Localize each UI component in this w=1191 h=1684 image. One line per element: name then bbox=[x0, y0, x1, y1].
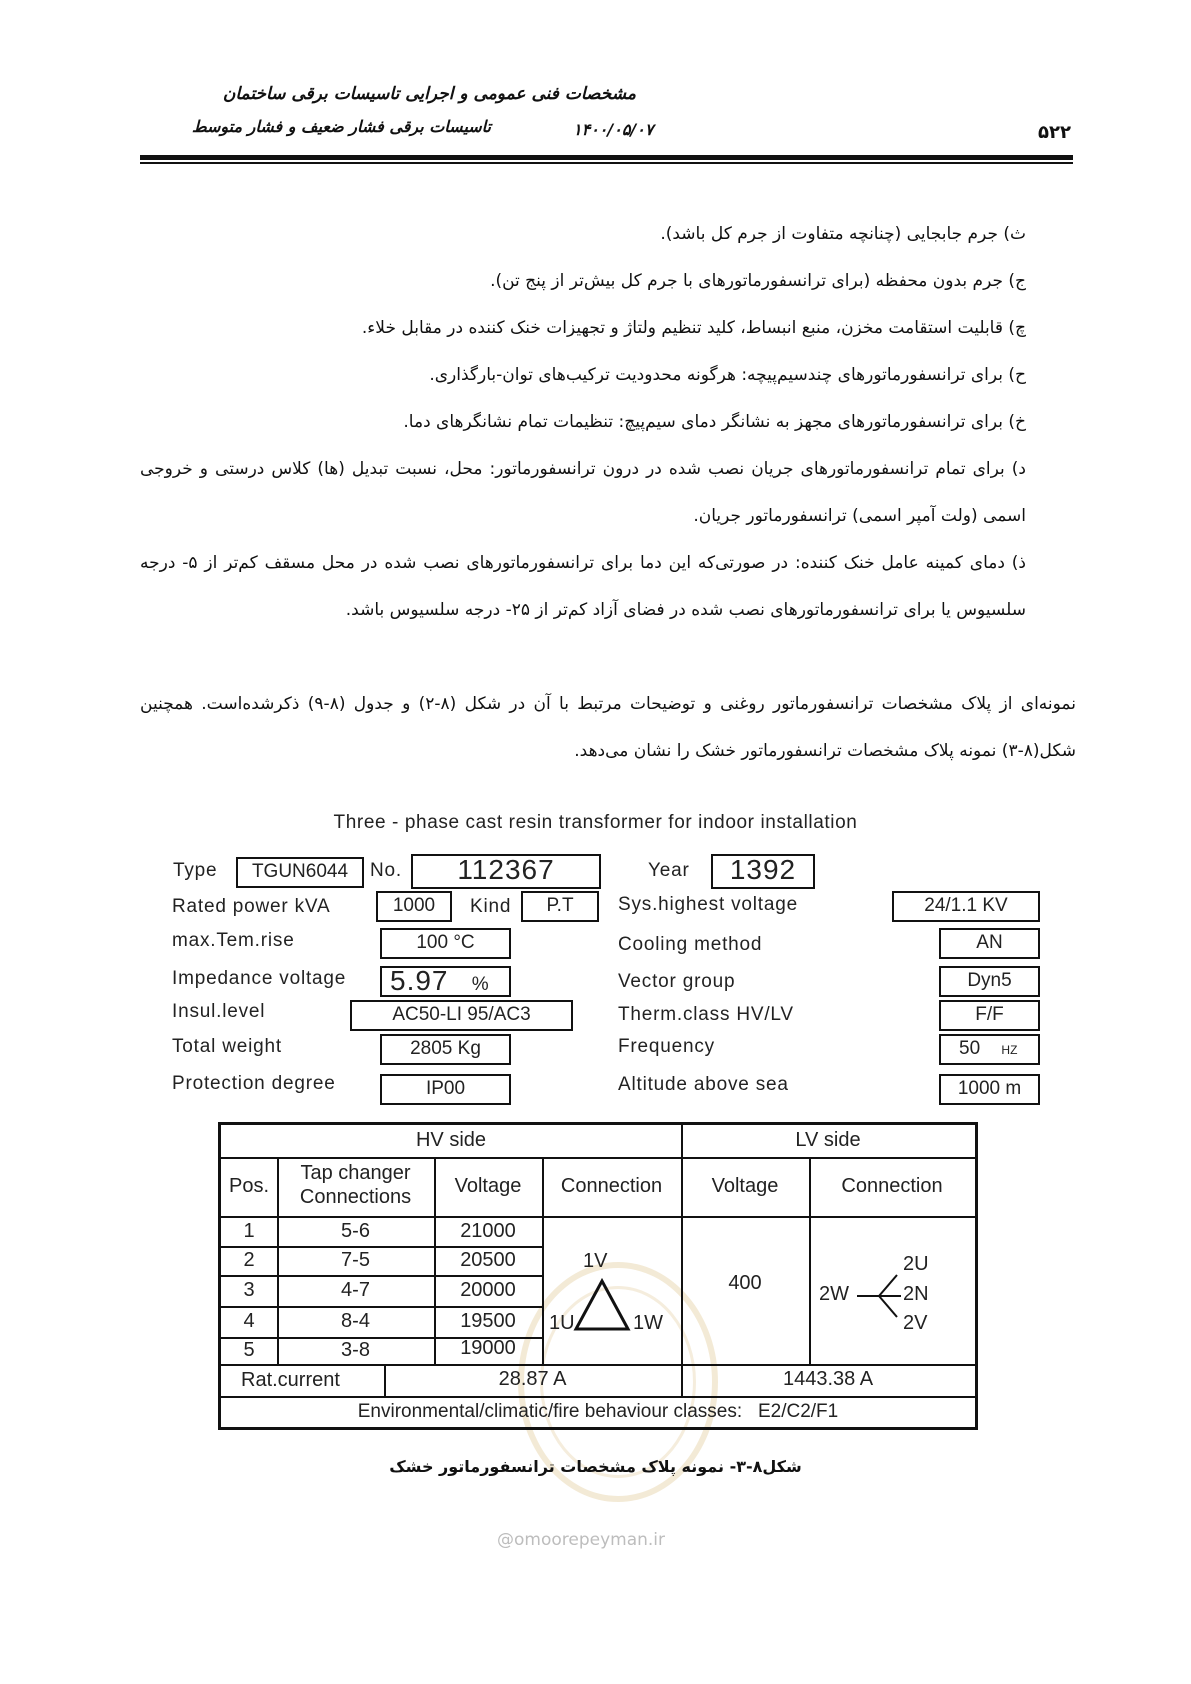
col-tap-changer bbox=[277, 1161, 434, 1209]
freq-value-box bbox=[939, 1034, 1040, 1065]
document-title: مشخصات فنی عمومی و اجرایی تاسیسات برقی ساختمان bbox=[222, 84, 636, 104]
closing-paragraph: نمونه‌ای از پلاک مشخصات ترانسفورماتور روغنی و توضیحات مرتبط با آن در شکل (۸-۲) و جدول (۸-۹) ذکرشده‌است. همچنین شکل(۸-۳) نمونه پلاک مشخصات ترانسفورماتور خشک را نشان می‌دهد. bbox=[140, 694, 1076, 761]
col-lv-connection: Connection bbox=[841, 1175, 943, 1197]
list-item: ح) برای ترانسفورماتورهای چندسیم‌پیچه: هرگونه محدودیت ترکیب‌های توان-بارگذاری. bbox=[429, 365, 1026, 385]
header-rule-thin bbox=[140, 162, 1073, 164]
table-row-voltage: 21000 bbox=[460, 1220, 516, 1242]
rated-power-label: Rated power kVA bbox=[172, 896, 331, 917]
list-item: د) برای تمام ترانسفورماتورهای جریان نصب شده در درون ترانسفورماتور: محل، نسبت تبدیل (ها) کلاس درستی و خروجی اسمی (ولت آمپر اسمی) ترانسفورماتور جریان. bbox=[140, 459, 1026, 526]
col-lv-voltage: Voltage bbox=[711, 1175, 779, 1197]
delta-label-1u: 1U bbox=[549, 1312, 575, 1334]
delta-label-1w: 1W bbox=[633, 1312, 663, 1334]
sys-voltage-value: 24/1.1 KV bbox=[892, 891, 1040, 922]
year-label: Year bbox=[648, 860, 690, 881]
altitude-label: Altitude above sea bbox=[618, 1074, 789, 1095]
list-item: ذ) دمای کمینه عامل خنک کننده: در صورتی‌که این دما برای ترانسفورماتورهای نصب شده در محل مسقف کم‌تر از ۵- درجه سلسیوس یا برای ترانسفورماتورهای نصب شده در فضای آزاد کم‌تر از ۲۵- درجه سلسیوس باشد. bbox=[140, 553, 1026, 620]
freq-label: Frequency bbox=[618, 1036, 715, 1057]
table-row-tap: 8-4 bbox=[341, 1310, 370, 1332]
table-row-pos: 5 bbox=[243, 1339, 255, 1361]
delta-symbol-icon bbox=[572, 1277, 632, 1333]
weight-label: Total weight bbox=[172, 1036, 282, 1057]
watermark-text: @omoorepeyman.ir bbox=[497, 1530, 666, 1550]
list-item: چ) قابلیت استقامت مخزن، منبع انبساط، کلید تنظیم ولتاژ و تجهیزات خنک کننده در مقابل خلاء. bbox=[361, 318, 1026, 338]
wye-label-2w: 2W bbox=[819, 1283, 849, 1305]
insul-value: AC50-LI 95/AC3 bbox=[350, 1000, 573, 1031]
table-row-voltage: 20500 bbox=[460, 1249, 516, 1271]
document-subtitle: تاسیسات برقی فشار ضعیف و فشار متوسط bbox=[191, 117, 491, 136]
delta-label-1v: 1V bbox=[583, 1250, 608, 1272]
table-row-pos: 1 bbox=[243, 1220, 255, 1242]
table-row-tap: 3-8 bbox=[341, 1339, 370, 1361]
hv-current-value: 28.87 A bbox=[498, 1368, 567, 1390]
impedance-value: 5.97 bbox=[390, 965, 449, 996]
serial-number-value: 112367 bbox=[411, 854, 601, 889]
table-row-pos: 2 bbox=[243, 1249, 255, 1271]
figure-caption: شکل۸-۳- نمونه پلاک مشخصات ترانسفورماتور خشک bbox=[389, 1457, 802, 1476]
wye-label-2u: 2U bbox=[903, 1253, 929, 1275]
insul-label: Insul.level bbox=[172, 1001, 266, 1022]
list-item: ث) جرم جابجایی (چنانچه متفاوت از جرم کل باشد). bbox=[660, 224, 1026, 244]
protection-value: IP00 bbox=[380, 1074, 511, 1105]
table-row-tap: 5-6 bbox=[341, 1220, 370, 1242]
impedance-unit: % bbox=[471, 974, 489, 995]
kind-value: P.T bbox=[521, 891, 599, 922]
table-row-tap: 7-5 bbox=[341, 1249, 370, 1271]
no-label: No. bbox=[370, 860, 402, 881]
weight-value: 2805 Kg bbox=[380, 1034, 511, 1065]
env-classes: Environmental/climatic/fire behaviour classes: E2/C2/F1 bbox=[357, 1401, 839, 1422]
table-row-tap: 4-7 bbox=[341, 1279, 370, 1301]
type-value: TGUN6044 bbox=[236, 857, 364, 888]
hv-side-header: HV side bbox=[415, 1129, 487, 1151]
col-tap-line1: Tap changer bbox=[300, 1162, 411, 1184]
protection-label: Protection degree bbox=[172, 1073, 336, 1094]
type-label: Type bbox=[173, 860, 218, 881]
wye-label-2v: 2V bbox=[903, 1312, 928, 1334]
year-value: 1392 bbox=[711, 854, 815, 889]
col-tap-line2: Connections bbox=[299, 1186, 412, 1208]
therm-label: Therm.class HV/LV bbox=[618, 1004, 794, 1025]
wye-symbol-icon bbox=[857, 1267, 903, 1325]
col-hv-connection: Connection bbox=[560, 1175, 663, 1197]
kind-label: Kind bbox=[470, 896, 512, 917]
vector-value: Dyn5 bbox=[939, 966, 1040, 997]
wye-label-2n: 2N bbox=[903, 1283, 929, 1305]
tap-changer-table bbox=[218, 1122, 978, 1430]
lv-side-header: LV side bbox=[795, 1129, 861, 1151]
list-item: خ) برای ترانسفورماتورهای مجهز به نشانگر دمای سیم‌پیچ: تنظیمات تمام نشانگرهای دما. bbox=[403, 412, 1026, 432]
altitude-value: 1000 m bbox=[939, 1074, 1040, 1105]
table-row-voltage: 19000 bbox=[460, 1337, 516, 1359]
rated-power-value: 1000 bbox=[376, 891, 452, 922]
vector-label: Vector group bbox=[618, 971, 736, 992]
therm-value: F/F bbox=[939, 1000, 1040, 1031]
table-row-pos: 3 bbox=[243, 1279, 255, 1301]
rat-current-label: Rat.current bbox=[241, 1369, 340, 1391]
page-number: ۵۲۲ bbox=[1038, 122, 1071, 143]
plate-title: Three - phase cast resin transformer for indoor installation bbox=[333, 812, 858, 833]
cooling-label: Cooling method bbox=[618, 934, 763, 955]
document-date: ۱۴۰۰/۰۵/۰۷ bbox=[573, 120, 654, 139]
table-row-voltage: 20000 bbox=[460, 1279, 516, 1301]
lv-voltage-value: 400 bbox=[728, 1272, 762, 1294]
list-item: ج) جرم بدون محفظه (برای ترانسفورماتورهای با جرم کل بیش‌تر از پنج تن). bbox=[490, 271, 1026, 291]
impedance-label: Impedance voltage bbox=[172, 968, 347, 989]
table-row-pos: 4 bbox=[243, 1310, 255, 1332]
header-rule bbox=[140, 155, 1073, 160]
cooling-value: AN bbox=[939, 928, 1040, 959]
temp-rise-value: 100 °C bbox=[380, 928, 511, 959]
freq-unit: HZ bbox=[1001, 1043, 1018, 1057]
table-row-voltage: 19500 bbox=[460, 1310, 516, 1332]
col-pos: Pos. bbox=[228, 1175, 270, 1197]
freq-value: 50 bbox=[959, 1038, 981, 1059]
col-hv-voltage: Voltage bbox=[454, 1175, 522, 1197]
temp-rise-label: max.Tem.rise bbox=[172, 930, 295, 951]
sys-voltage-label: Sys.highest voltage bbox=[618, 894, 798, 915]
impedance-value-box bbox=[380, 966, 511, 997]
lv-current-value: 1443.38 A bbox=[782, 1368, 874, 1390]
